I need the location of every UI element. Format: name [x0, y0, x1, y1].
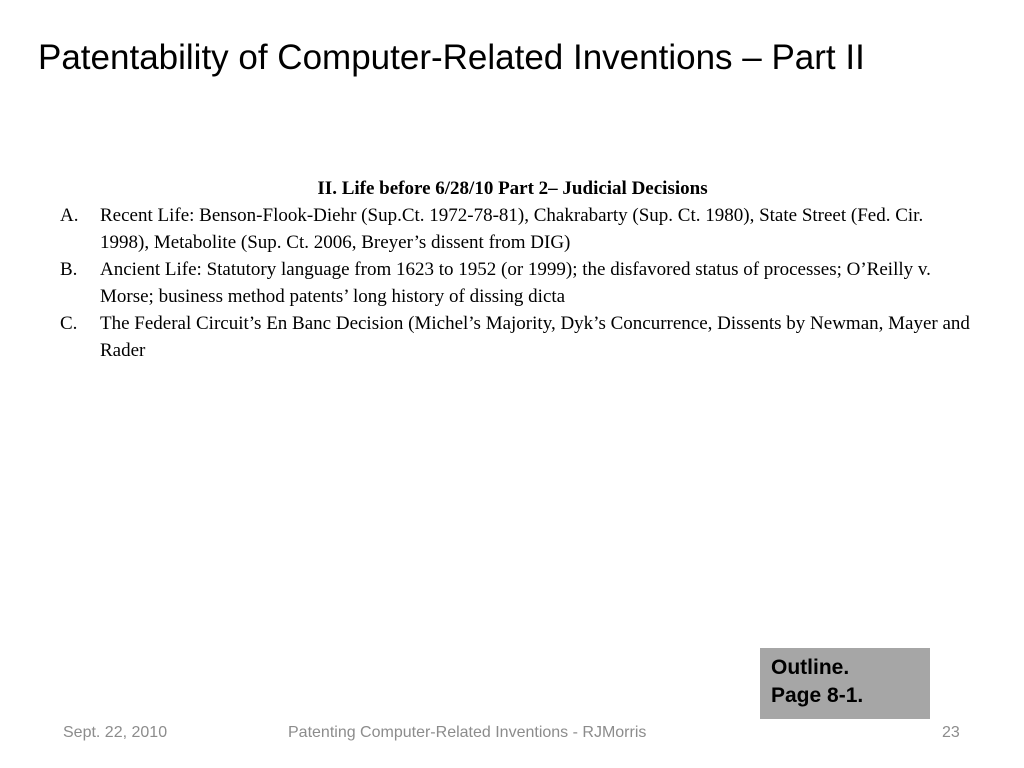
outline-marker: C.	[60, 313, 78, 334]
slide-title: Patentability of Computer-Related Inventions – Part II	[38, 38, 865, 77]
outline-marker: A.	[60, 205, 79, 226]
slide-body	[60, 175, 970, 364]
outline-marker: B.	[60, 259, 78, 280]
callout-line-2: Page 8-1.	[771, 684, 864, 707]
section-heading: II. Life before 6/28/10 Part 2– Judicial Decisions	[317, 178, 708, 199]
outline-item-c	[60, 310, 970, 364]
callout-line-1: Outline.	[771, 656, 850, 679]
outline-item-text: Ancient Life: Statutory language from 1623 to 1952 (or 1999); the disfavored status of processes; O’Reilly v. Morse; business method patents’ long history of dissing dicta	[100, 259, 931, 307]
footer-page-number: 23	[942, 724, 960, 741]
footer-date: Sept. 22, 2010	[63, 724, 168, 741]
outline-item-text: Recent Life: Benson-Flook-Diehr (Sup.Ct. 1972-78-81), Chakrabarty (Sup. Ct. 1980), State Street (Fed. Cir. 1998), Metabolite (Sup. Ct. 2006, Breyer’s dissent from DIG)	[100, 205, 924, 253]
outline-list	[60, 202, 970, 364]
footer-presentation-title: Patenting Computer-Related Inventions - RJMorris	[288, 724, 647, 741]
outline-item-a	[60, 202, 970, 256]
outline-reference-callout	[760, 648, 930, 719]
outline-item-text: The Federal Circuit’s En Banc Decision (Michel’s Majority, Dyk’s Concurrence, Dissents by Newman, Mayer and Rader	[100, 313, 970, 361]
outline-item-b	[60, 256, 970, 310]
